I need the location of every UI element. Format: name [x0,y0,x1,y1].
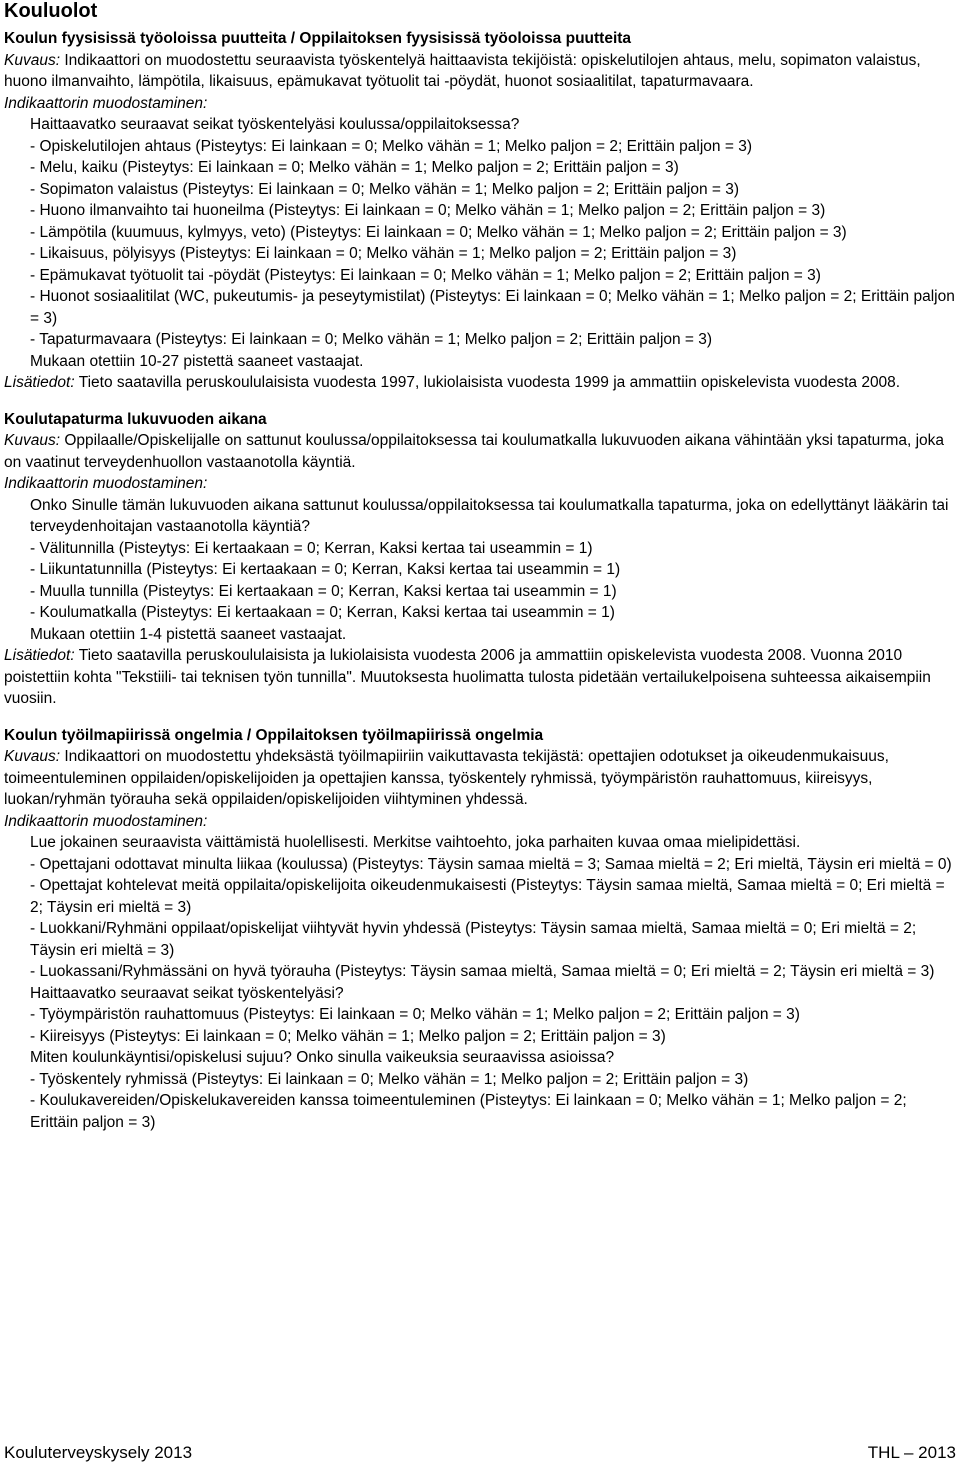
indikaattori-line: - Kiireisyys (Pisteytys: Ei lainkaan = 0; Melko vähän = 1; Melko paljon = 2; Erittäin paljon = 3) [30,1027,666,1045]
indikaattori-line: - Epämukavat työtuolit tai -pöydät (Pisteytys: Ei lainkaan = 0; Melko vähän = 1; Melko paljon = 2; Erittäin paljon = 3) [30,266,821,284]
indikaattori-line: - Melu, kaiku (Pisteytys: Ei lainkaan = 0; Melko vähän = 1; Melko paljon = 2; Erittäin paljon = 3) [30,159,679,176]
indikaattori-line: - Sopimaton valaistus (Pisteytys: Ei lainkaan = 0; Melko vähän = 1; Melko paljon = 2; Erittäin paljon = 3) [30,180,740,198]
section-tyoilmapiiri [4,725,956,1134]
indikaattori-line: - Työympäristön rauhattomuus (Pisteytys: Ei lainkaan = 0; Melko vähän = 1; Melko paljon = 2; Erittäin paljon = 3) [30,1006,800,1023]
indikaattori-line: - Koulukavereiden/Opiskelukavereiden kanssa toimeentuleminen (Pisteytys: Ei lainkaan = 0; Melko vähän = 1; Melko paljon = 2; Erittäin paljon = 3) [30,1092,907,1131]
indikaattori-line: - Tapaturmavaara (Pisteytys: Ei lainkaan = 0; Melko vähän = 1; Melko paljon = 2; Erittäin paljon = 3) [30,331,713,348]
lisatiedot-text: Tieto saatavilla peruskoululaisista ja lukiolaisista vuodesta 2006 ja ammattiin opiskelevista vuodesta 2008. Vuonna 2010 poistettiin kohta "Tekstiili- tai teknisen työn tunnilla". Muutoksesta huolimatta tulosta pidetään vertailukelpoisena suhteessa aikaisempiin vuosiin. [4,647,931,707]
section-koulutapaturma [4,409,956,710]
indikaattori-line: - Opettajani odottavat minulta liikaa (koulussa) (Pisteytys: Täysin samaa mieltä = 3; Samaa mieltä = 2; Eri mieltä, Täysin eri mieltä = 0) [30,855,952,873]
kuvaus-paragraph [4,430,956,473]
document-page [4,0,956,1462]
indikaattori-line: - Välitunnilla (Pisteytys: Ei kertaakaan = 0; Kerran, Kaksi kertaa tai useammin = 1) [30,539,593,557]
lisatiedot-paragraph [4,372,956,394]
indikaattori-line: - Lämpötila (kuumuus, kylmyys, veto) (Pisteytys: Ei lainkaan = 0; Melko vähän = 1; Melko paljon = 2; Erittäin paljon = 3) [30,223,847,241]
page-title: Kouluolot [4,0,98,22]
indikaattori-line: Lue jokainen seuraavista väittämistä huolellisesti. Merkitse vaihtoehto, joka parhaiten kuvaa omaa mielipidettäsi. [30,834,801,851]
indikaattori-line: - Luokkani/Ryhmäni oppilaat/opiskelijat viihtyvät hyvin yhdessä (Pisteytys: Täysin samaa mieltä, Samaa mieltä = 0; Eri mieltä = 2; Täysin eri mieltä = 3) [30,920,917,959]
indikaattori-line: Mukaan otettiin 1-4 pistettä saaneet vastaajat. [30,625,347,643]
lisatiedot-text: Tieto saatavilla peruskoululaisista vuodesta 1997, lukiolaisista vuodesta 1999 ja ammattiin opiskelevista vuodesta 2008. [74,374,901,391]
indikaattori-line: Haittaavatko seuraavat seikat työskentelyäsi koulussa/oppilaitoksessa? [30,116,520,133]
footer-right: THL – 2013 [867,1443,956,1462]
indikaattori-label: Indikaattorin muodostaminen: [4,812,208,830]
indikaattori-line: - Luokassani/Ryhmässäni on hyvä työrauha (Pisteytys: Täysin samaa mieltä, Samaa mieltä = 0; Eri mieltä = 2; Täysin eri mieltä = 3) [30,963,935,980]
indikaattori-label: Indikaattorin muodostaminen: [4,94,208,112]
kuvaus-text: Indikaattori on muodostettu seuraavista työskentelyä haittaavista tekijöistä: opiskelutilojen ahtaus, melu, sopimaton valaistus, huono ilmanvaihto, lämpötila, likaisuus, epämukavat työtuolit tai -pöydät, huonot sosiaalitilat, tapaturmavaara. [4,51,921,90]
indikaattori-line: - Muulla tunnilla (Pisteytys: Ei kertaakaan = 0; Kerran, Kaksi kertaa tai useammin = 1) [30,582,617,600]
section-heading: Koulutapaturma lukuvuoden aikana [4,410,267,428]
lisatiedot-label: Lisätiedot: [4,647,75,664]
indikaattori-block [4,114,956,372]
indikaattori-line: Mukaan otettiin 10-27 pistettä saaneet vastaajat. [30,352,364,370]
section-spacer [4,394,956,409]
indikaattori-line: - Opiskelutilojen ahtaus (Pisteytys: Ei lainkaan = 0; Melko vähän = 1; Melko paljon = 2; Erittäin paljon = 3) [30,137,752,155]
footer-left: Kouluterveyskysely 2013 [4,1443,193,1462]
kuvaus-paragraph [4,746,956,811]
kuvaus-label: Kuvaus: [4,748,61,765]
indikaattori-block [4,495,956,646]
lisatiedot-paragraph [4,645,956,710]
kuvaus-paragraph [4,50,956,93]
kuvaus-label: Kuvaus: [4,432,61,449]
lisatiedot-label: Lisätiedot: [4,374,75,391]
indikaattori-label: Indikaattorin muodostaminen: [4,475,208,492]
indikaattori-line: Haittaavatko seuraavat seikat työskentelyäsi? [30,984,344,1002]
indikaattori-block [4,832,956,1133]
indikaattori-line: Onko Sinulle tämän lukuvuoden aikana sattunut koulussa/oppilaitoksessa tai koulumatkalla tapaturma, joka on edellyttänyt lääkärin tai terveydenhoitajan vastaanotolla käyntiä? [30,496,949,535]
kuvaus-text: Indikaattori on muodostettu yhdeksästä työilmapiiriin vaikuttavasta tekijästä: opettajien odotukset ja oikeudenmukaisuus, toimeentuleminen oppilaiden/opiskelijoiden ja opettajien kanssa, työskentely ryhmissä, työympäristön rauhattomuus, kiireisyys, luokan/ryhmän työrauha sekä oppilaiden/opiskelijoiden viihtyminen yhdessä. [4,748,889,808]
indikaattori-line: - Koulumatkalla (Pisteytys: Ei kertaakaan = 0; Kerran, Kaksi kertaa tai useammin = 1) [30,604,615,621]
indikaattori-line: - Huono ilmanvaihto tai huoneilma (Pisteytys: Ei lainkaan = 0; Melko vähän = 1; Melko paljon = 2; Erittäin paljon = 3) [30,202,826,219]
kuvaus-text: Oppilaalle/Opiskelijalle on sattunut koulussa/oppilaitoksessa tai koulumatkalla lukuvuoden aikana vähintään yksi tapaturma, joka on vaatinut terveydenhuollon vastaanotolla käyntiä. [4,432,945,471]
section-heading: Koulun työilmapiirissä ongelmia / Oppilaitoksen työilmapiirissä ongelmia [4,726,544,744]
kuvaus-label: Kuvaus: [4,51,61,69]
indikaattori-line: - Likaisuus, pölyisyys (Pisteytys: Ei lainkaan = 0; Melko vähän = 1; Melko paljon = 2; Erittäin paljon = 3) [30,245,737,262]
indikaattori-line: - Työskentely ryhmissä (Pisteytys: Ei lainkaan = 0; Melko vähän = 1; Melko paljon = 2; Erittäin paljon = 3) [30,1070,749,1088]
indikaattori-line: - Liikuntatunnilla (Pisteytys: Ei kertaakaan = 0; Kerran, Kaksi kertaa tai useammin = 1) [30,561,621,578]
indikaattori-line: - Opettajat kohtelevat meitä oppilaita/opiskelijoita oikeudenmukaisesti (Pisteytys: Täysin samaa mieltä, Samaa mieltä = 0; Eri mieltä = 2; Täysin eri mieltä = 3) [30,877,945,916]
section-spacer [4,710,956,725]
section-fyysiset-tyoolot [4,28,956,394]
indikaattori-line: - Huonot sosiaalitilat (WC, pukeutumis- ja peseytymistilat) (Pisteytys: Ei lainkaan = 0; Melko vähän = 1; Melko paljon = 2; Erittäin paljon = 3) [30,288,955,327]
indikaattori-line: Miten koulunkäyntisi/opiskelusi sujuu? Onko sinulla vaikeuksia seuraavissa asioissa? [30,1049,615,1066]
section-heading: Koulun fyysisissä työoloissa puutteita / Oppilaitoksen fyysisissä työoloissa puutteita [4,30,632,47]
